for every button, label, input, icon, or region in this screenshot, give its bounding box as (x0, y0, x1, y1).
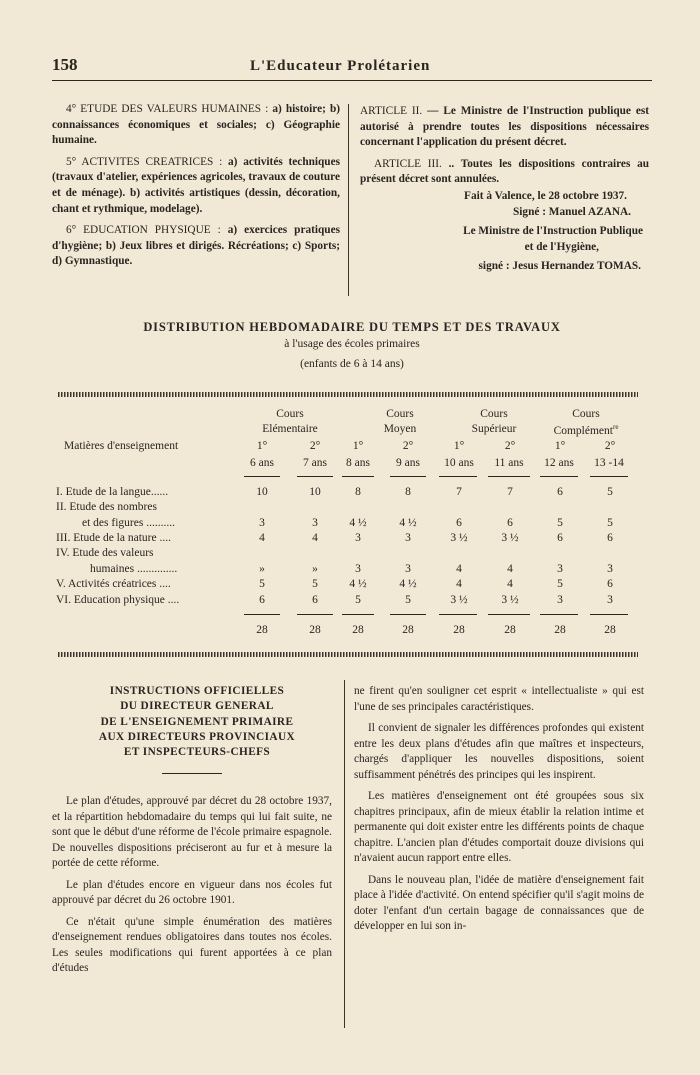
total-cell: 28 (402, 624, 414, 636)
hours-cell: 4 (456, 578, 462, 590)
age-label: 9 ans (396, 457, 420, 469)
hours-cell: 6 (557, 532, 563, 544)
hours-cell: 8 (355, 486, 361, 498)
header-underline (297, 476, 333, 477)
hours-cell: 4 (456, 563, 462, 575)
paragraph: Le plan d'études encore en vigueur dans nos écoles fut approuvé par décret du 26 octobre 1901. (52, 878, 332, 906)
hours-cell: 4 ½ (349, 578, 367, 590)
paragraph: Le plan d'études, approuvé par décret du 28 octobre 1937, et la répartition hebdomadaire du temps qui lui fait suite, ne sont que le début d'une réforme de l'école primaire espagnole. De nouvelles dispositions préciseront au fur et à mesure la portée de cette réforme. (52, 795, 332, 869)
hours-cell: 3 (607, 594, 613, 606)
title-line: DE L'ENSEIGNEMENT PRIMAIRE (100, 715, 294, 728)
group-label: Cours (276, 408, 304, 420)
article-label: ARTICLE II. (360, 105, 423, 117)
total-cell: 28 (256, 624, 268, 636)
section-text: a) exercices pratiques d'hygiène; b) Jeux libres et dirigés. Récréations; c) Sports; d) Gymnastique. (52, 224, 340, 268)
article-label: ARTICLE III. (374, 157, 442, 170)
total-underline (244, 614, 280, 615)
subject-label: III. Etude de la nature .... (56, 532, 171, 544)
group-label: Elémentaire (262, 423, 318, 435)
hours-cell: 4 (259, 532, 265, 544)
hours-cell: 7 (456, 486, 462, 498)
header-underline (342, 476, 374, 477)
group-label: Cours (386, 408, 414, 420)
total-cell: 28 (554, 624, 566, 636)
total-underline (488, 614, 530, 615)
title-separator (162, 773, 222, 774)
header-underline (590, 476, 628, 477)
subject-label: IV. Etude des valeurs (56, 547, 154, 559)
dotted-rule-bottom (58, 652, 638, 657)
total-cell: 28 (352, 624, 364, 636)
paragraph: ne firent qu'en souligner cet esprit « intellectualiste » qui est l'une de ses principales caractéristiques. (354, 685, 644, 713)
bottom-right-column (354, 684, 644, 941)
hours-cell: » (259, 563, 265, 575)
header-underline (439, 476, 477, 477)
total-underline (390, 614, 426, 615)
total-underline (297, 614, 333, 615)
table-subtitle: à l'usage des écoles primaires (284, 338, 420, 350)
hours-cell: » (312, 563, 318, 575)
signature-tomas: signé : Jesus Hernandez TOMAS. (478, 260, 641, 273)
signature-azana: Signé : Manuel AZANA. (513, 205, 631, 218)
row-header-label: Matières d'enseignement (64, 440, 179, 452)
hours-cell: 3 (312, 517, 318, 529)
hours-cell: 4 ½ (349, 517, 367, 529)
bottom-left-column (52, 794, 332, 983)
group-label (536, 423, 636, 437)
hours-cell: 5 (557, 517, 563, 529)
age-label: 11 ans (494, 457, 524, 469)
year-label: 1° (256, 440, 268, 452)
subject-label-cont: humaines .............. (90, 563, 178, 575)
header-underline (488, 476, 530, 477)
total-cell: 28 (604, 624, 616, 636)
paragraph: Les matières d'enseignement ont été groupées sous six chapitres principaux, afin de mieux établir la relation intime et permanente qui doit exister entre les différents points de chaque chapitre. L'ancien plan d'études comportait douze divisions qui n'avaient aucun rapport entre elles. (354, 790, 644, 864)
column-divider-bottom (344, 680, 345, 1028)
hours-cell: 3 ½ (501, 594, 519, 606)
year-label: 1° (554, 440, 566, 452)
instructions-title (62, 684, 332, 760)
minister-title-line2: et de l'Hygiène, (524, 240, 599, 253)
paragraph: Dans le nouveau plan, l'idée de matière d'enseignement fait place à l'idée d'activité. On entend spécifier qu'il s'agit moins de doter l'enfant d'un certain bagage de connaissances que de développer en lui son in- (354, 873, 644, 932)
place-date: Fait à Valence, le 28 octobre 1937. (464, 189, 627, 202)
article-2 (360, 104, 649, 151)
year-label: 2° (309, 440, 321, 452)
section-text: a) activités techniques (travaux d'atelier, expériences agricoles, travaux de couture et de ménage). b) activités artistiques (dessin, décoration, chant et rythmique, modelage). (52, 155, 340, 215)
hours-cell: 3 (405, 563, 411, 575)
hours-cell: 6 (557, 486, 563, 498)
hours-cell: 5 (312, 578, 318, 590)
subject-label: I. Etude de la langue...... (56, 486, 169, 498)
hours-cell: 3 ½ (501, 532, 519, 544)
header-underline (390, 476, 426, 477)
age-label: 8 ans (346, 457, 370, 469)
year-label: 2° (504, 440, 516, 452)
total-underline (439, 614, 477, 615)
article-text: .. Toutes les dispositions contraires au présent décret sont annulées. (360, 157, 649, 186)
header-underline (244, 476, 280, 477)
hours-cell: 4 (507, 563, 513, 575)
column-divider-top (348, 104, 349, 296)
hours-cell: 5 (355, 594, 361, 606)
hours-cell: 4 (312, 532, 318, 544)
hours-cell: 6 (607, 532, 613, 544)
age-label: 12 ans (544, 457, 574, 469)
title-line: ET INSPECTEURS-CHEFS (123, 746, 271, 759)
hours-cell: 3 ½ (450, 532, 468, 544)
header-underline (540, 476, 578, 477)
hours-cell: 5 (607, 486, 613, 498)
total-cell: 28 (453, 624, 465, 636)
hours-cell: 3 (557, 594, 563, 606)
hours-cell: 3 (607, 563, 613, 575)
hours-cell: 7 (507, 486, 513, 498)
paragraph-physical-education (52, 223, 340, 270)
paragraph-creative-activities (52, 155, 340, 217)
paragraph: Ce n'était qu'une simple énumération des matières d'enseignement rendues obligatoires dans toutes nos écoles. Les seules modifications qui furent apportées à ce plan d'études (52, 915, 332, 974)
group-label: Cours (480, 408, 508, 420)
group-label-sup: re (612, 423, 619, 431)
hours-cell: 5 (607, 517, 613, 529)
hours-cell: 6 (312, 594, 318, 606)
subject-label: II. Etude des nombres (56, 501, 157, 513)
title-line: INSTRUCTIONS OFFICIELLES (109, 685, 285, 697)
paragraph: Il convient de signaler les différences profondes qui existent entre les deux plans d'études afin que maîtres et inspecteurs, chargés d'appliquer les nouvelles dispositions, soient suffisamment pénétrés des principes qui les inspirent. (354, 722, 644, 781)
hours-cell: 3 (405, 532, 411, 544)
hours-cell: 10 (309, 486, 321, 498)
hours-cell: 3 ½ (450, 594, 468, 606)
hours-cell: 6 (259, 594, 265, 606)
group-label-text: Complément (553, 424, 613, 437)
age-label: 6 ans (250, 457, 274, 469)
running-header (52, 52, 652, 81)
hours-cell: 5 (405, 594, 411, 606)
total-underline (540, 614, 578, 615)
hours-cell: 3 (259, 517, 265, 529)
subject-label: V. Activités créatrices .... (56, 578, 171, 590)
group-label: Moyen (383, 423, 417, 435)
hours-cell: 4 ½ (399, 578, 417, 590)
table-title: DISTRIBUTION HEBDOMADAIRE DU TEMPS ET DES TRAVAUX (143, 320, 561, 334)
age-label: 10 ans (444, 457, 474, 469)
title-line: AUX DIRECTEURS PROVINCIAUX (98, 730, 296, 743)
top-right-column (360, 104, 649, 275)
subject-label: VI. Education physique .... (56, 594, 180, 606)
subject-label-cont: et des figures .......... (82, 517, 175, 529)
paragraph-human-values (52, 102, 340, 149)
table-subtitle-ages: (enfants de 6 à 14 ans) (300, 358, 404, 370)
total-underline (590, 614, 628, 615)
group-label: Supérieur (471, 423, 517, 435)
hours-cell: 3 (355, 532, 361, 544)
hours-cell: 5 (557, 578, 563, 590)
age-label: 7 ans (303, 457, 327, 469)
hours-cell: 8 (405, 486, 411, 498)
year-label: 2° (604, 440, 616, 452)
total-cell: 28 (309, 624, 321, 636)
top-left-column (52, 102, 340, 276)
article-3 (360, 157, 649, 188)
year-label: 1° (352, 440, 364, 452)
age-label: 13 -14 (594, 457, 624, 469)
hours-cell: 3 (557, 563, 563, 575)
section-lead: 4° ETUDE DES VALEURS HUMAINES : (66, 103, 269, 115)
minister-title-line1: Le Ministre de l'Instruction Publique (463, 225, 643, 238)
article-text: — Le Ministre de l'Instruction publique est autorisé à prendre toutes les dispositions nécessaires concernant l'application du présent décret. (360, 105, 649, 149)
dotted-rule-top (58, 392, 638, 397)
timetable (52, 400, 652, 645)
hours-cell: 6 (456, 517, 462, 529)
hours-cell: 5 (259, 578, 265, 590)
hours-cell: 4 (507, 578, 513, 590)
hours-cell: 10 (256, 486, 268, 498)
journal-title: L'Educateur Prolétarien (250, 58, 431, 74)
section-lead: 5° ACTIVITES CREATRICES : (66, 155, 223, 168)
total-underline (342, 614, 374, 615)
title-line: DU DIRECTEUR GENERAL (120, 700, 274, 713)
hours-cell: 4 ½ (399, 517, 417, 529)
year-label: 1° (453, 440, 465, 452)
total-cell: 28 (504, 624, 516, 636)
hours-cell: 6 (607, 578, 613, 590)
section-lead: 6° EDUCATION PHYSIQUE : (66, 224, 221, 237)
year-label: 2° (402, 440, 414, 452)
section-text: a) histoire; b) connaissances économiques et sociales; c) Géographie humaine. (52, 103, 340, 147)
hours-cell: 6 (507, 517, 513, 529)
group-label: Cours (572, 408, 600, 420)
hours-cell: 3 (355, 563, 361, 575)
page-number: 158 (52, 55, 78, 74)
